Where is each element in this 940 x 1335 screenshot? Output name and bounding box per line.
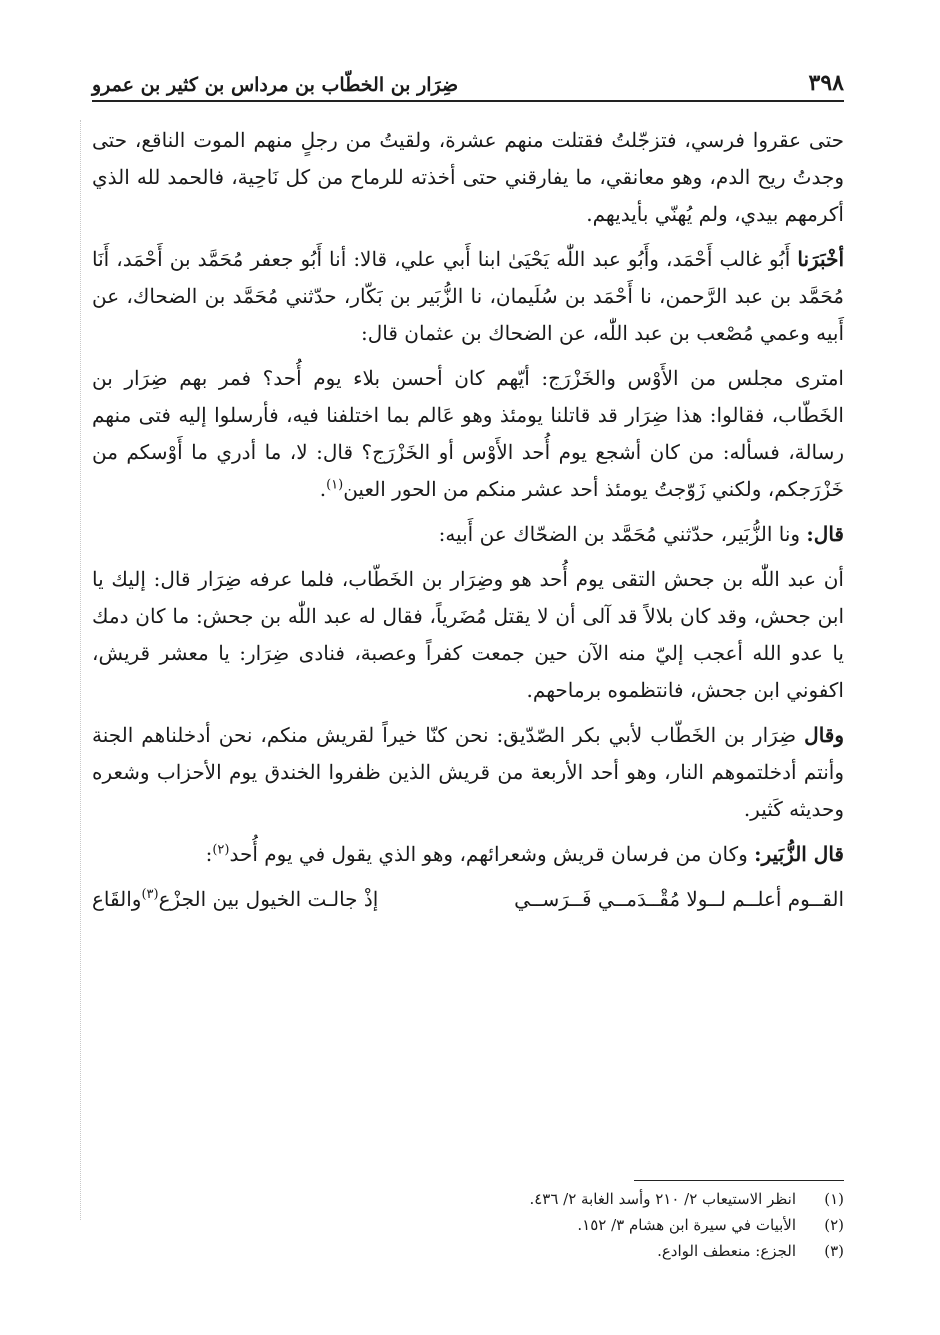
paragraph-tail: . [319,477,327,501]
paragraph-7 [92,836,844,873]
footnote-item [92,1238,844,1264]
footnote-text: انظر الاستيعاب ٢/ ٢١٠ وأسد الغابة ٢/ ٤٣٦. [529,1190,796,1208]
paragraph-5 [92,561,844,709]
paragraph-text: امترى مجلس من الأَوْس والخَزْرَج: أيّهم كان أحسن بلاء يوم أُحد؟ فمر بهم ضِرَار بن الخَطّاب، فقالوا: هذا ضِرَار قد قاتلنا يومئذ وهو عَالم بما اختلفنا فيه، فأرسلوا إليه فتى منهم رسالة، فسأله: من كان أشجع يوم أُحد الأَوْس أو الخَزْرَج؟ قال: لا، ما أدري ما أَوْسكم من خَزْرَجكم، ولكني زَوّجتُ يومئذ أحد عشر منكم من الحور العين [92,366,844,501]
footnote-ref-1[interactable]: (١) [326,477,344,493]
margin-guide-line [80,120,81,1220]
footnote-item [92,1186,844,1212]
paragraph-6 [92,717,844,828]
paragraph-1 [92,122,844,233]
paragraph-text: ونا الزُّبَير، حدّثني مُحَمَّد بن الضحّاك عن أَبيه: [438,522,807,546]
footnote-number: (٢) [824,1216,844,1234]
footnote-text: الأبيات في سيرة ابن هشام ٣/ ١٥٢. [577,1216,796,1234]
paragraph-4 [92,516,844,553]
poem-verse [92,881,844,918]
paragraph-3 [92,360,844,508]
paragraph-text: وكان من فرسان قريش وشعرائهم، وهو الذي يقول في يوم أُحد [229,842,755,866]
paragraph-text: ضِرَار بن الخَطّاب لأبي بكر الصّدّيق: نحن كنّا خيراً لقريش منكم، نحن أدخلناهم الجنة وأنتم أدخلتموهم النار، وهو أحد الأربعة من قريش الذين ظفروا الخندق يوم الأحزاب وشعره وحديثه كَثير. [92,723,845,821]
running-title: ضِرَار بن الخطّاب بن مرداس بن كثير بن عمرو [92,74,459,96]
footnote-number: (٣) [824,1242,844,1260]
footnote-item [92,1212,844,1238]
paragraph-text: حتى عقروا فرسي، فتزجّلتُ فقتلت منهم عشرة، ولقيتُ من رجلٍ منهم الموت الناقع، حتى وجدتُ ريح الدم، وهو معانقي، ما يفارقني حتى أخذته للرماح من كل نَاحِية، فالحمد لله الذي أكرمهم بيدي، ولم يُهنّي بأيديهم. [92,128,844,226]
paragraph-text: أن عبد اللّٰه بن جحش التقى يوم أُحد هو وضِرَار بن الخَطّاب، فلما عرفه ضِرَار قال: إليك يا ابن جحش، وقد كان بلالاً قد آلى أن لا يقتل مُضَرياً، فقال له عبد اللّٰه بن جحش: ما كان دمك يا عدو الله أعجب إليّ منه الآن حين جمعت كفراً وعصبة، فنادى ضِرَار: يا معشر قريش، اكفوني ابن جحش، فانتظموه برماحهم. [92,567,844,702]
verse-first-hemistich: القــوم أعلــم لــولا مُقْــدَمــي فَــرَســي [514,887,844,911]
paragraph-lead: أخْبَرَنا [797,247,844,271]
footnote-ref-2[interactable]: (٢) [212,842,230,858]
paragraph-lead: وقال [804,723,844,747]
page-number: ٣٩٨ [808,70,844,96]
page-header [92,54,844,102]
verse-second-text: إذْ جالـت الخيول بين الجزْع [158,887,379,911]
paragraph-lead: قال: [806,522,844,546]
footnote-number: (١) [824,1190,844,1208]
paragraph-text: أَبُو غالب أَحْمَد، وأَبُو عبد اللّٰه يَحْيَىٰ ابنا أَبي علي، قالا: أنا أَبُو جعفر مُحَمَّد بن أَحْمَد، أَنَا مُحَمَّد بن عبد الرَّحمن، نا أَحْمَد بن سُلَيمان، نا الزُّبَير بن بَكّار، حدّثني مُحَمَّد بن الضحاك، عن أَبيه وعمي مُصْعب بن عبد اللّٰه، عن الضحاك بن عثمان قال: [92,247,844,345]
paragraph-tail: : [205,842,213,866]
main-text [92,122,844,918]
footnote-divider [634,1180,844,1181]
footnotes [92,1186,844,1264]
verse-second-tail: والقَاع [92,887,142,911]
footnote-text: الجزع: منعطف الوادع. [657,1242,796,1260]
paragraph-2 [92,241,844,352]
paragraph-lead: قال الزُّبَير: [754,842,844,866]
verse-second-hemistich: إذْ جالـت الخيول بين الجزْع(٣)والقَاع [92,881,378,918]
